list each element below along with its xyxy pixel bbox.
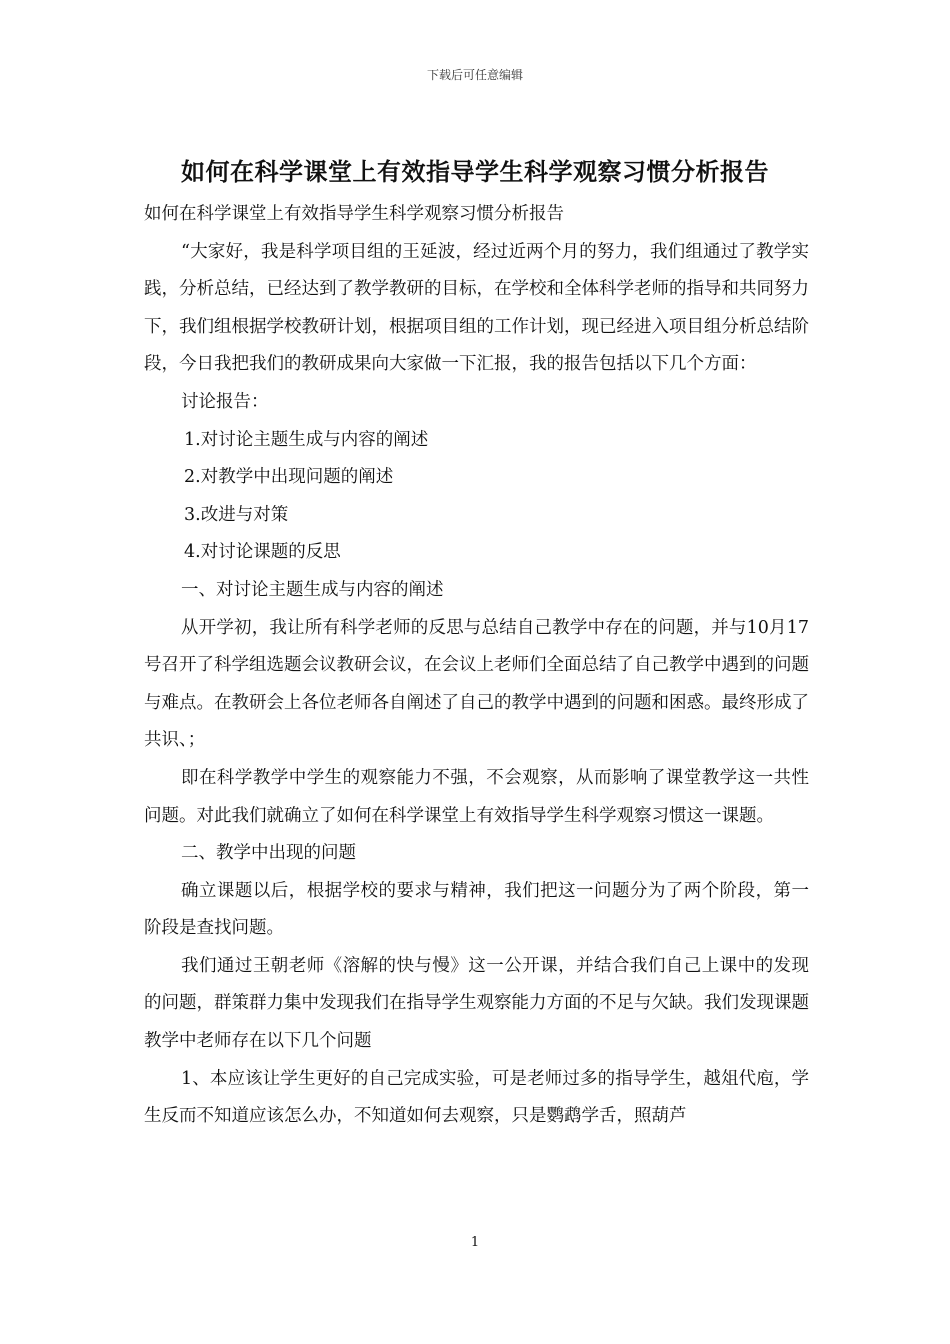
section-heading: 二、教学中出现的问题 (181, 843, 356, 864)
intro-paragraph: “大家好，我是科学项目组的王延波，经过近两个月的努力，我们组通过了教学实践，分析总结，已经达到了教学教研的目标，在学校和全体科学老师的指导和共同努力下，我们组根据学校教研计划，根据项目组的工作计划，现已经进入项目组分析总结阶段，今日我把我们的教研成果向大家做一下汇报，我的报告包括以下几个方面： (144, 241, 809, 375)
subtitle-paragraph: 如何在科学课堂上有效指导学生科学观察习惯分析报告 (144, 204, 564, 224)
page-number: 1 (470, 1235, 480, 1250)
body-paragraph: 确立课题以后，根据学校的要求与精神，我们把这一问题分为了两个阶段，第一阶段是查找问题。 (144, 880, 809, 939)
document-body (144, 196, 809, 1136)
report-list-item: 3.改进与对策 (184, 504, 289, 525)
body-paragraph: 我们通过王朝老师《溶解的快与慢》这一公开课，并结合我们自己上课中的发现的问题，群策群力集中发现我们在指导学生观察能力方面的不足与欠缺。我们发现课题教学中老师存在以下几个问题 (144, 955, 809, 1052)
report-list-item: 2.对教学中出现问题的阐述 (184, 467, 394, 488)
body-paragraph: 从开学初，我让所有科学老师的反思与总结自己教学中存在的问题，并与10月17号召开了科学组选题会议教研会议，在会议上老师们全面总结了自己教学中遇到的问题与难点。在教研会上各位老师各自阐述了自己的教学中遇到的问题和困惑。最终形成了共识、； (144, 617, 809, 751)
document-title: 如何在科学课堂上有效指导学生科学观察习惯分析报告 (181, 157, 769, 186)
report-list-item: 1.对讨论主题生成与内容的阐述 (184, 429, 429, 450)
body-paragraph: 即在科学教学中学生的观察能力不强，不会观察，从而影响了课堂教学这一共性问题。对此我们就确立了如何在科学课堂上有效指导学生科学观察习惯这一课题。 (144, 767, 809, 826)
section-heading: 一、对讨论主题生成与内容的阐述 (181, 579, 444, 600)
page-header-note: 下载后可任意编辑 (426, 68, 523, 82)
report-list-heading: 讨论报告： (181, 391, 269, 412)
report-list-item: 4.对讨论课题的反思 (184, 542, 341, 563)
body-paragraph: 1、本应该让学生更好的自己完成实验，可是老师过多的指导学生，越俎代庖，学生反而不知道应该怎么办，不知道如何去观察，只是鹦鹉学舌，照葫芦 (144, 1068, 809, 1127)
